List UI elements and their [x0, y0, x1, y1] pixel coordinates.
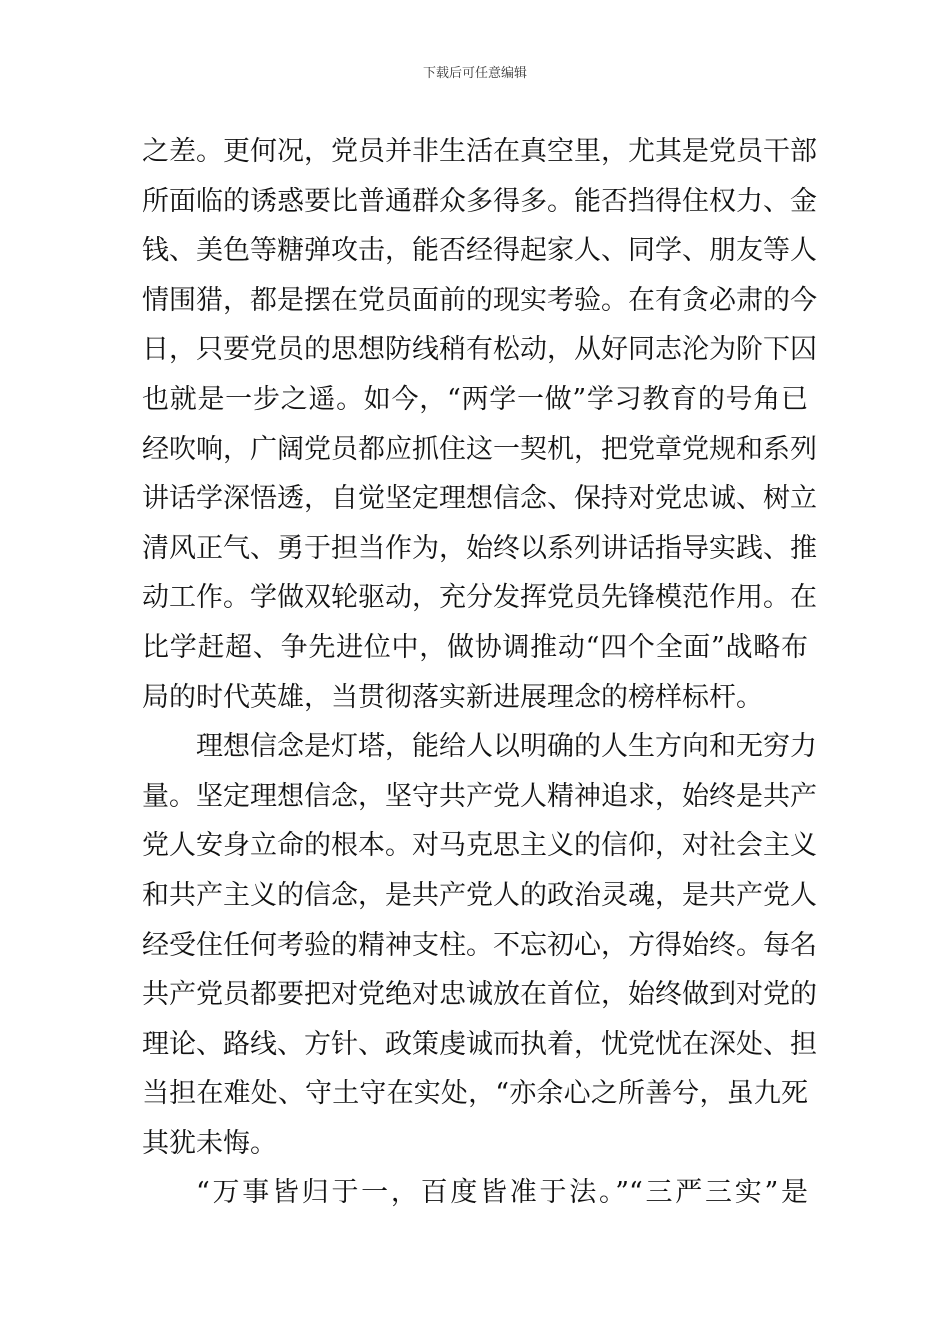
text-line: “万事皆归于一，百度皆准于法。”“三严三实”是 — [196, 1177, 808, 1209]
text-line: 讲话学深悟透，自觉坚定理想信念、保持对党忠诚、树立 — [142, 483, 817, 515]
text-line: 共产党员都要把对党绝对忠诚放在首位，始终做到对党的 — [142, 979, 817, 1011]
text-line: 钱、美色等糖弹攻击，能否经得起家人、同学、朋友等人 — [142, 235, 817, 267]
page-header: 下载后可任意编辑 — [422, 66, 527, 81]
text-line: 日，只要党员的思想防线稍有松动，从好同志沦为阶下囚 — [142, 334, 817, 366]
text-line: 和共产主义的信念，是共产党人的政治灵魂，是共产党人 — [142, 879, 817, 911]
text-line: 局的时代英雄，当贯彻落实新进展理念的榜样标杆。 — [142, 681, 763, 713]
text-line: 也就是一步之遥。如今，“两学一做”学习教育的号角已 — [142, 383, 808, 415]
text-line: 清风正气、勇于担当作为，始终以系列讲话指导实践、推 — [142, 532, 817, 564]
text-line: 当担在难处、守土守在实处，“亦余心之所善兮，虽九死 — [142, 1078, 808, 1110]
text-line: 之差。更何况，党员并非生活在真空里，尤其是党员干部 — [142, 136, 817, 167]
text-line: 经受住任何考验的精神支柱。不忘初心，方得始终。每名 — [142, 929, 817, 961]
text-line: 动工作。学做双轮驱动，充分发挥党员先锋模范作用。在 — [142, 582, 817, 614]
text-line: 党人安身立命的根本。对马克思主义的信仰，对社会主义 — [142, 830, 817, 862]
text-line: 比学赶超、争先进位中，做协调推动“四个全面”战略布 — [142, 631, 808, 663]
text-line: 经吹响，广阔党员都应抓住这一契机，把党章党规和系列 — [142, 433, 817, 465]
text-line: 情围猎，都是摆在党员面前的现实考验。在有贪必肃的今 — [142, 284, 817, 316]
text-line: 理论、路线、方针、政策虔诚而执着，忧党忧在深处、担 — [142, 1028, 817, 1060]
text-line: 理想信念是灯塔，能给人以明确的人生方向和无穷力 — [196, 731, 817, 763]
text-line: 其犹未悔。 — [142, 1127, 277, 1159]
text-line: 所面临的诱惑要比普通群众多得多。能否挡得住权力、金 — [142, 185, 817, 217]
text-line: 量。坚定理想信念，坚守共产党人精神追求，始终是共产 — [142, 780, 817, 812]
body-text — [142, 127, 817, 1218]
